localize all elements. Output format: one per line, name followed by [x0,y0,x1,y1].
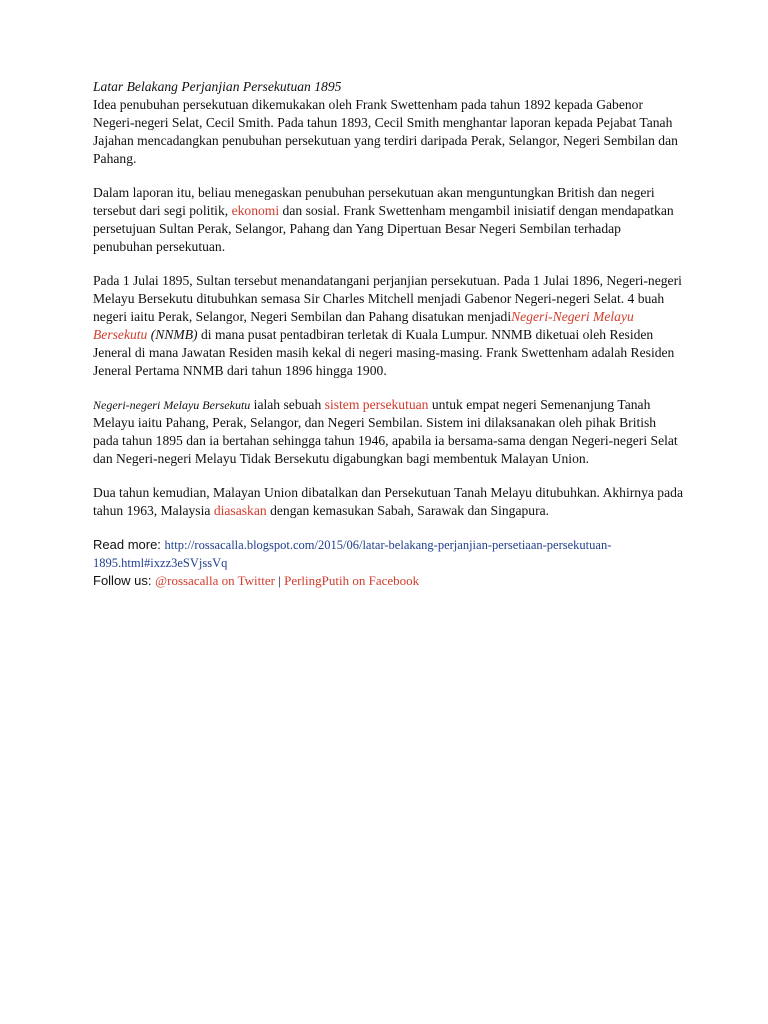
p2-text-b: dan sosial. Frank Swettenham mengambil inisiatif dengan mendapatkan persetujuan Sultan Perak, Selangor, Pahang dan Yang Dipertuan Besar Negeri Sembilan terhadap penubuhan persekutuan. [93,203,674,254]
p4-text-b: untuk empat negeri Semenanjung Tanah Melayu iaitu Pahang, Perak, Selangor, dan Negeri Sembilan. Sistem ini dilaksanakan oleh pihak British pada tahun 1895 dan ia bertahan sehingga tahun 1946, apabila ia bersama-sama dengan Negeri-negeri Selat dan Negeri-negeri Melayu Tidak Bersekutu digabungkan bagi membentuk Malayan Union. [93,397,678,466]
read-more-link[interactable]: http://rossacalla.blogspot.com/2015/06/latar-belakang-perjanjian-persetiaan-persekutuan-1895.html#ixzz3eSVjssVq [93,538,612,570]
read-more-label: Read more: [93,537,165,552]
paragraph-4 [93,396,683,468]
p3-abbr: (NNMB) [147,327,198,342]
paragraph-1: Idea penubuhan persekutuan dikemukakan oleh Frank Swettenham pada tahun 1892 kepada Gabenor Negeri-negeri Selat, Cecil Smith. Pada tahun 1893, Cecil Smith menghantar laporan kepada Pejabat Tanah Jajahan mencadangkan penubuhan persekutuan yang terdiri daripada Perak, Selangor, Negeri Sembilan dan Pahang. [93,97,678,166]
diasaskan-link[interactable]: diasaskan [213,503,267,518]
sistem-persekutuan-link[interactable]: sistem persekutuan [324,397,429,412]
p2-text-a: Dalam laporan itu, beliau menegaskan penubuhan persekutuan akan menguntungkan British dan negeri tersebut dari segi politik, [93,185,655,218]
paragraph-5 [93,484,683,520]
paragraph-3 [93,272,683,380]
p5-text-a: Dua tahun kemudian, Malayan Union dibatalkan dan Persekutuan Tanah Melayu ditubuhkan. Akhirnya pada tahun 1963, Malaysia [93,485,683,518]
nnmb-link[interactable]: Negeri-Negeri Melayu Bersekutu [93,309,634,342]
p3-text-b: di mana pusat pentadbiran terletak di Kuala Lumpur. NNMB diketuai oleh Residen Jeneral di mana Jawatan Residen masih kekal di negeri masing-masing. Frank Swettenham adalah Residen Jeneral Pertama NNMB dari tahun 1896 hingga 1900. [93,327,675,378]
twitter-link[interactable]: @rossacalla on Twitter [155,573,275,588]
ekonomi-link[interactable]: ekonomi [231,203,280,218]
facebook-link[interactable]: PerlingPutih on Facebook [284,573,420,588]
p4-text-a: ialah sebuah [250,397,325,412]
p3-text-a: Pada 1 Julai 1895, Sultan tersebut menandatangani perjanjian persekutuan. Pada 1 Julai 1896, Negeri-negeri Melayu Bersekutu ditubuhkan semasa Sir Charles Mitchell menjadi Gabenor Negeri-negeri Selat. 4 buah negeri iaitu Perak, Selangor, Negeri Sembilan dan Pahang disatukan menjadi [93,273,682,324]
paragraph-2 [93,184,683,256]
document-page [93,78,683,590]
document-title: Latar Belakang Perjanjian Persekutuan 1895 [93,79,342,94]
footer [93,536,683,590]
follow-line [93,572,683,590]
read-more-line [93,536,683,572]
p5-text-b: dengan kemasukan Sabah, Sarawak dan Singapura. [266,503,550,518]
follow-label: Follow us: [93,573,156,588]
p4-lead: Negeri-negeri Melayu Bersekutu [93,398,251,412]
follow-separator: | [274,573,285,588]
